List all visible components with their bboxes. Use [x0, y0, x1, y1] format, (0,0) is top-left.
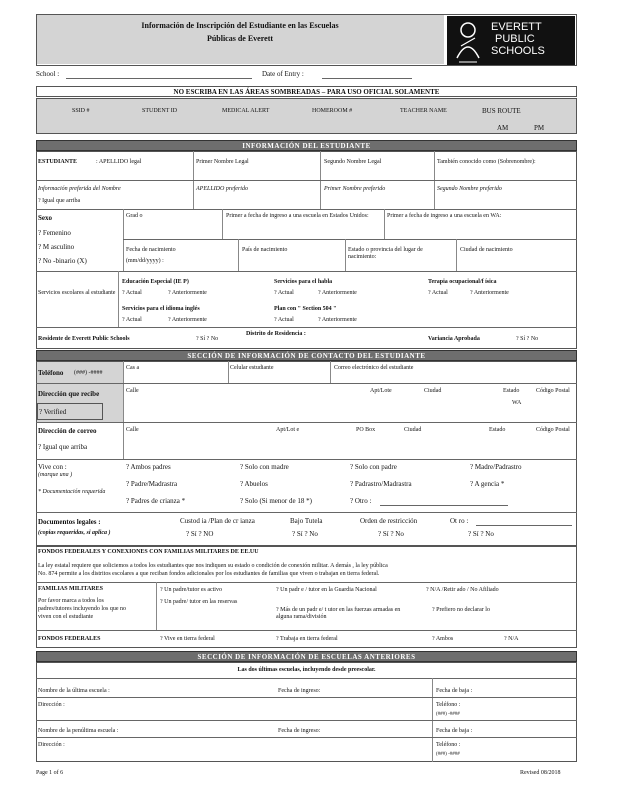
- divider: [228, 361, 229, 383]
- teacher-name-label: TEACHER NAME: [400, 108, 447, 114]
- phone-format: (###) -####: [74, 370, 103, 376]
- national-guard-checkbox[interactable]: ? Un padr e / tutor en la Guardia Nacional: [276, 587, 377, 593]
- prev-school-start-label: Fecha de ingreso:: [278, 728, 321, 734]
- form-title-line2: Públicas de Everett: [206, 34, 274, 43]
- student-id-label: STUDENT ID: [142, 108, 178, 114]
- foster-parents-checkbox[interactable]: ? Padres de crianza *: [126, 497, 186, 505]
- divider: [238, 239, 239, 271]
- office-use-notice: NO ESCRIBA EN LAS ÁREAS SOMBREADAS – PARA USO OFICIAL SOLAMENTE: [173, 88, 440, 96]
- only-father-checkbox[interactable]: ? Solo con padre: [350, 463, 397, 471]
- birth-city-label: Ciudad de nacimiento: [460, 247, 513, 253]
- last-school-start-label: Fecha de ingreso:: [278, 688, 321, 694]
- resident-label: Residente de Everett Public Schools: [38, 336, 130, 342]
- prefer-not-declare-checkbox[interactable]: ? Prefiero no declarar lo: [432, 607, 490, 613]
- male-checkbox[interactable]: ? M asculino: [38, 243, 75, 251]
- last-school-label: Nombre de la última escuela :: [38, 688, 110, 694]
- plan-504-label: Plan con " Section 504 ": [274, 306, 337, 312]
- mail-state-value: WA: [512, 400, 522, 406]
- prev-school-label: Nombre de la penúltima escuela :: [38, 728, 119, 734]
- divider: [123, 209, 124, 271]
- divider: [222, 209, 223, 239]
- date-of-entry-label: Date of Entry :: [262, 70, 304, 78]
- school-field[interactable]: [66, 78, 252, 79]
- resident-yes-no[interactable]: ? Sí ? No: [196, 336, 219, 342]
- mail-state-label: Estado: [503, 388, 520, 394]
- nonbinary-checkbox[interactable]: ? No -binario (X): [38, 257, 87, 265]
- preferred-name-label: Información preferida del Nombre: [38, 186, 121, 192]
- other-doc-field[interactable]: [476, 525, 572, 526]
- last-school-phone-label: Teléfono :: [436, 702, 461, 708]
- legal-middle-name-label: Segundo Nombre Legal: [324, 159, 382, 165]
- grandparents-checkbox[interactable]: ? Abuelos: [240, 480, 268, 488]
- divider: [36, 512, 577, 513]
- mail-city-label: Ciudad: [424, 388, 442, 394]
- divider: [330, 361, 331, 383]
- res-apt-label: Apt/Lot e: [276, 427, 300, 433]
- reserves-checkbox[interactable]: ? Un padre/ tutor en las reservas: [160, 599, 238, 605]
- same-as-above-checkbox[interactable]: ? Igual que arriba: [38, 198, 81, 204]
- prev-school-address-label: Dirección :: [38, 742, 65, 748]
- phone-label: Teléfono: [38, 369, 64, 377]
- student-info-header: INFORMACIÓN DEL ESTUDIANTE: [36, 140, 577, 151]
- na-federal-checkbox[interactable]: ? N/A: [504, 636, 519, 642]
- aka-label: También conocido como (Sobrenombre):: [437, 159, 536, 165]
- logo-text-1: EVERETT: [491, 21, 542, 33]
- res-same-as-above-checkbox[interactable]: ? Igual que arriba: [38, 443, 88, 451]
- other-doc-yes-no[interactable]: ? Sí ? No: [468, 530, 494, 538]
- female-checkbox[interactable]: ? Femenino: [38, 229, 71, 237]
- pm-label: PM: [534, 124, 545, 132]
- restraining-yes-no[interactable]: ? Sí ? No: [378, 530, 404, 538]
- speech-previous-checkbox[interactable]: ? Anteriormente: [318, 290, 357, 296]
- mark-one-note: (marque una ): [38, 472, 73, 478]
- first-wa-school-date-label: Primer a fecha de ingreso a una escuela en WA:: [387, 213, 502, 219]
- custody-label: Custod ia /Plan de cr ianza: [180, 517, 255, 525]
- copies-required-note: (copias requeridas, si aplica ): [38, 530, 111, 536]
- student-label: ESTUDIANTE: [38, 159, 78, 165]
- lives-with-label: Vive con :: [38, 463, 67, 471]
- speech-label: Servicios para el habla: [274, 279, 333, 285]
- custody-yes-no[interactable]: ? Sí ? NO: [186, 530, 214, 538]
- previous-schools-subtitle: Las dos últimas escuelas, incluyendo desde preescolar.: [237, 667, 376, 673]
- res-city-label: Ciudad: [404, 427, 422, 433]
- school-label: School :: [36, 70, 60, 78]
- divider: [36, 422, 577, 423]
- am-label: AM: [497, 124, 509, 132]
- federal-box: [36, 546, 577, 648]
- divider: [123, 361, 124, 459]
- variance-label: Variancia Aprobada: [428, 336, 480, 342]
- live-federal-land-checkbox[interactable]: ? Vive en tierra federal: [160, 636, 215, 642]
- legal-last-name-label: : APELLIDO legal: [96, 159, 142, 165]
- prev-school-end-label: Fecha de baja :: [436, 728, 473, 734]
- divider: [36, 678, 577, 679]
- birth-country-label: País de nacimiento: [242, 247, 288, 253]
- divider: [456, 239, 457, 271]
- page-number: Page 1 of 6: [36, 770, 64, 776]
- divider: [36, 630, 577, 631]
- divider: [36, 327, 577, 328]
- other-living-checkbox[interactable]: ? Otro :: [350, 497, 372, 505]
- last-school-address-label: Dirección :: [38, 702, 65, 708]
- ot-label: Terapia ocupacional/f ísica: [428, 279, 497, 285]
- divider: [36, 720, 577, 721]
- military-families-label: FAMILIAS MILITARES: [38, 586, 103, 592]
- divider: [156, 582, 157, 630]
- divider: [36, 180, 577, 181]
- birth-date-label: Fecha de nacimiento: [126, 247, 176, 253]
- divider: [36, 459, 577, 460]
- everett-logo: [447, 16, 575, 65]
- legal-first-name-label: Primer Nombre Legal: [196, 159, 249, 165]
- last-school-phone-format: (###) -####: [436, 712, 460, 717]
- ot-current-checkbox[interactable]: ? Actual: [428, 290, 448, 296]
- home-phone-label: Cas a: [126, 365, 140, 371]
- divider: [384, 209, 385, 239]
- ssid-label: SSID #: [72, 108, 90, 114]
- divider: [118, 271, 119, 327]
- multiple-military-checkbox[interactable]: ? Más de un padr e/ t utor en las fuerzas armadas en alguna rama/división: [276, 607, 401, 620]
- res-zip-label: Código Postal: [536, 427, 570, 433]
- federal-law-text-1: La ley estatal requiere que soliciemos a todos los estudiantes que nos indiquen su estado o condición de conexión militar. A demás , la ley pública: [38, 563, 388, 569]
- other-living-field[interactable]: [380, 505, 508, 506]
- medical-alert-label: MEDICAL ALERT: [222, 108, 270, 114]
- alone-checkbox[interactable]: ? Solo (Si menor de 18 *): [240, 497, 312, 505]
- verified-checkbox[interactable]: ? Verified: [39, 408, 67, 416]
- plan-504-current-checkbox[interactable]: ? Actual: [274, 317, 294, 323]
- military-note-3: viven con el estudiante: [38, 614, 94, 620]
- ell-label: Servicios para el idioma inglés: [122, 306, 200, 312]
- divider: [36, 737, 577, 738]
- mail-zip-label: Código Postal: [536, 388, 570, 394]
- other-doc-label: Ot ro :: [450, 517, 469, 525]
- first-us-school-date-label: Primer a fecha de ingreso a una escuela en Estados Unidos:: [226, 213, 369, 219]
- divider: [36, 697, 577, 698]
- mail-street-label: Calle: [126, 388, 139, 394]
- office-use-box: [36, 98, 577, 134]
- res-state-label: Estado: [489, 427, 506, 433]
- email-label: Correo electrónico del estudiante: [334, 365, 414, 371]
- school-services-label: Servicios escolares al estudiante: [38, 290, 116, 296]
- form-title-line1: Información de Inscripción del Estudiante en las Escuelas: [141, 21, 339, 30]
- guardianship-yes-no[interactable]: ? Sí ? No: [292, 530, 318, 538]
- revised-date: Revised 08/2018: [520, 770, 561, 776]
- cell-phone-label: Celular estudiante: [230, 365, 274, 371]
- military-note-1: Por favor marca a todos los: [38, 598, 104, 604]
- guardianship-label: Bajo Tutela: [290, 517, 323, 525]
- bus-route-label: BUS ROUTE: [482, 107, 521, 115]
- ell-previous-checkbox[interactable]: ? Anteriormente: [168, 317, 207, 323]
- ell-current-checkbox[interactable]: ? Actual: [122, 317, 142, 323]
- sped-current-checkbox[interactable]: ? Actual: [122, 290, 142, 296]
- divider: [123, 239, 577, 240]
- legal-docs-label: Documentos legales :: [38, 518, 101, 526]
- preferred-middle-name-label: Segundo Nombre preferido: [437, 186, 502, 192]
- grade-label: Grad o: [126, 213, 143, 219]
- military-note-2: padres/tutores incluyendo los que no: [38, 606, 126, 612]
- logo-text-3: SCHOOLS: [491, 45, 545, 57]
- na-retired-checkbox[interactable]: ? N/A /Retir ado / No Afiliado: [426, 587, 499, 593]
- divider: [36, 209, 577, 210]
- sped-previous-checkbox[interactable]: ? Anteriormente: [168, 290, 207, 296]
- last-school-end-label: Fecha de baja :: [436, 688, 473, 694]
- mailing-address-label: Dirección que recibe: [38, 390, 100, 398]
- date-of-entry-field[interactable]: [322, 78, 412, 79]
- ot-previous-checkbox[interactable]: ? Anteriormente: [470, 290, 509, 296]
- birth-state-label: Estado o provincia del lugar de nacimiento:: [348, 247, 423, 260]
- district-of-residence-label: Distrito de Residencia :: [246, 331, 306, 337]
- prev-school-phone-format: (###) -####: [436, 752, 460, 757]
- homeroom-label: HOMEROOM #: [312, 108, 353, 114]
- sex-label: Sexo: [38, 214, 52, 222]
- federal-title: FONDOS FEDERALES Y CONEXIONES CON FAMILIAS MILITARES DE EE.UU: [38, 549, 259, 555]
- lighthouse-icon: [451, 18, 485, 64]
- previous-schools-box: [36, 662, 577, 762]
- contact-info-header: SECCIÓN DE INFORMACIÓN DE CONTACTO DEL ESTUDIANTE: [36, 350, 577, 361]
- preferred-last-name-label: APELLIDO preferido: [196, 186, 248, 192]
- active-duty-checkbox[interactable]: ? Un padre/tutor es activo: [160, 587, 222, 593]
- restraining-order-label: Orden de restricción: [360, 517, 418, 525]
- residential-address-label: Dirección de correo: [38, 427, 97, 435]
- sped-label: Educación Especial (IE P): [122, 279, 189, 285]
- work-federal-land-checkbox[interactable]: ? Trabaja en tierra federal: [276, 636, 338, 642]
- docs-required-note: * Documentación requerida: [38, 489, 106, 495]
- both-parents-checkbox[interactable]: ? Ambos padres: [126, 463, 171, 471]
- federal-funds-label: FONDOS FEDERALES: [38, 636, 101, 642]
- birth-date-format: (mm/dd/yyyy) :: [126, 258, 164, 264]
- logo-text-2: PUBLIC: [495, 33, 535, 45]
- res-street-label: Calle: [126, 427, 139, 433]
- mother-stepfather-checkbox[interactable]: ? Madre/Padrastro: [470, 463, 522, 471]
- divider: [36, 582, 577, 583]
- prev-school-phone-label: Teléfono :: [436, 742, 461, 748]
- agency-checkbox[interactable]: ? A gencia *: [470, 480, 505, 488]
- divider: [345, 239, 346, 271]
- federal-law-text-2: No. 874 permite a los distritos escolares a que reciban fondos adicionales por los estudiantes de familias que viven o trabajan en tierra federal.: [38, 571, 380, 577]
- preferred-first-name-label: Primer Nombre preferido: [324, 186, 386, 192]
- speech-current-checkbox[interactable]: ? Actual: [274, 290, 294, 296]
- previous-schools-header: SECCIÓN DE INFORMACIÓN DE ESCUELAS ANTERIORES: [36, 651, 577, 662]
- variance-yes-no[interactable]: ? Sí ? No: [516, 336, 539, 342]
- mail-apt-label: Apt/Lote: [370, 388, 392, 394]
- po-box-label: PO Box: [356, 427, 376, 433]
- both-federal-checkbox[interactable]: ? Ambos: [432, 636, 454, 642]
- step-parents-checkbox[interactable]: ? Padrastro/Madrastra: [350, 480, 412, 488]
- plan-504-previous-checkbox[interactable]: ? Anteriormente: [318, 317, 357, 323]
- father-stepmother-checkbox[interactable]: ? Padre/Madrastra: [126, 480, 178, 488]
- only-mother-checkbox[interactable]: ? Solo con madre: [240, 463, 289, 471]
